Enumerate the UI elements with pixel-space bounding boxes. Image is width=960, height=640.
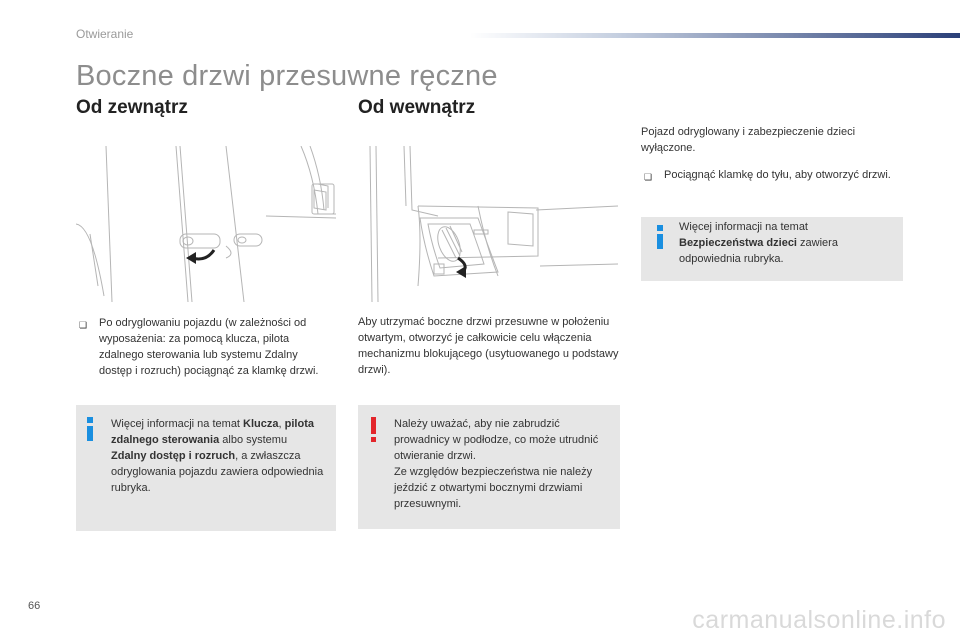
warning-icon xyxy=(371,417,376,442)
interior-handle-illustration xyxy=(358,146,618,302)
info-box-child-safety xyxy=(641,217,903,281)
outside-step-text: Po odryglowaniu pojazdu (w zależności od wyposażenia: za pomocą klucza, pilota zdalnego sterowania lub systemu Zdalny dostęp i rozruch) pociągnąć za klamkę drzwi. xyxy=(99,317,319,377)
inside-text: Aby utrzymać boczne drzwi przesuwne w położeniu otwartym, otworzyć je całkowicie celu włączenia mechanizmu blokującego (usytuowanego u podstawy drzwi). xyxy=(358,316,619,376)
warning-text: Należy uważać, aby nie zabrudzić prowadnicy w podłodze, co może utrudnić otwieranie drzwi. Ze względów bezpieczeństwa nie należy jeździć z otwartymi bocznymi drzwiami przesuwnymi. xyxy=(394,418,599,510)
heading-inside: Od wewnątrz xyxy=(358,97,476,118)
section-label: Otwieranie xyxy=(76,27,134,41)
exterior-handle-illustration xyxy=(76,146,336,302)
page-title: Boczne drzwi przesuwne ręczne xyxy=(76,60,498,92)
header-rule xyxy=(470,33,960,38)
heading-outside: Od zewnątrz xyxy=(76,97,188,118)
bullet-icon: ❏ xyxy=(644,172,653,182)
info-icon xyxy=(657,225,663,249)
info-box-keys xyxy=(76,405,336,531)
arrow-icon xyxy=(186,250,214,264)
info-text-child-safety: Więcej informacji na temat Bezpieczeństwa dzieci zawiera odpowiednia rubryka. xyxy=(679,221,838,265)
watermark: carmanualsonline.info xyxy=(692,606,946,634)
right-step-text: Pociągnąć klamkę do tyłu, aby otworzyć drzwi. xyxy=(664,169,891,181)
info-icon xyxy=(87,417,93,441)
info-text-keys: Więcej informacji na temat Klucza, pilota zdalnego sterowania albo systemu Zdalny dostęp i rozruch, a zwłaszcza odryglowania pojazdu zawiera odpowiednia rubryka. xyxy=(111,418,324,494)
warning-box xyxy=(358,405,620,529)
right-intro-text: Pojazd odryglowany i zabezpieczenie dzieci wyłączone. xyxy=(641,126,856,154)
page-number: 66 xyxy=(28,600,41,612)
bullet-icon: ❏ xyxy=(79,320,88,330)
